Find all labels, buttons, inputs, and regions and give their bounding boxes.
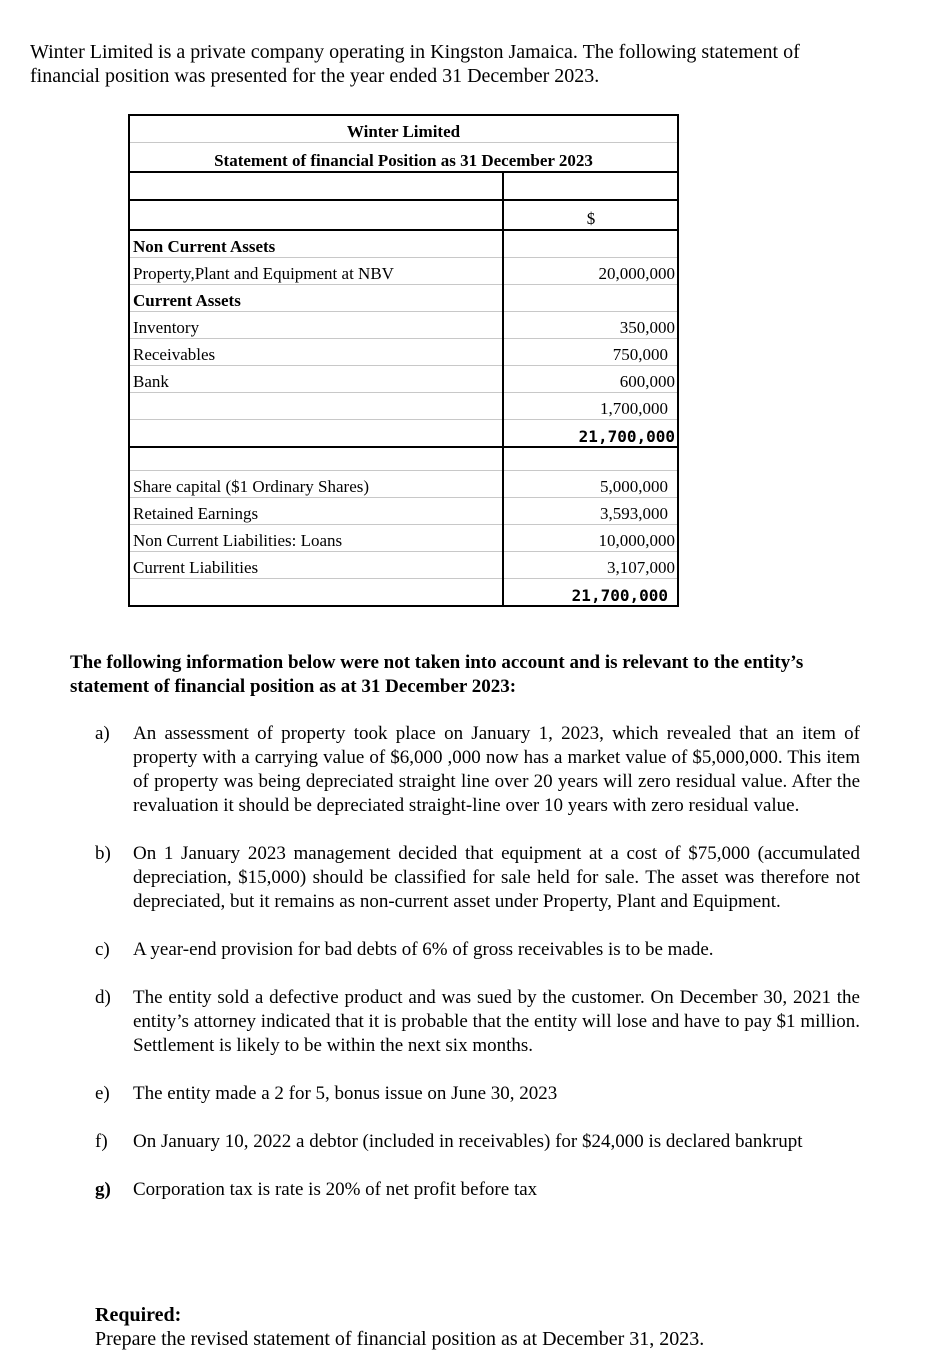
required-heading: Required: (95, 1304, 182, 1326)
blank-row (129, 172, 678, 200)
retained-earnings-value: 3,593,000 (503, 498, 678, 525)
list-item-marker: g) (95, 1179, 111, 1200)
list-item-text: The entity sold a defective product and was sued by the customer. On December 30, 2021 the entity’s attorney indicated that it is probable that the entity will lose and have to pay $1 million. Settlement is likely to be within the next six months. (133, 987, 860, 1056)
receivables-label: Receivables (129, 339, 503, 366)
required-section (95, 1303, 704, 1351)
receivables-value: 750,000 (503, 339, 678, 366)
loans-label: Non Current Liabilities: Loans (129, 525, 503, 552)
bank-label: Bank (129, 366, 503, 393)
list-item-text: A year-end provision for bad debts of 6% of gross receivables is to be made. (133, 939, 714, 960)
share-capital-value: 5,000,000 (503, 471, 678, 498)
table-row (129, 498, 678, 525)
table-row (129, 230, 678, 258)
list-item (70, 986, 860, 1058)
list-item-text: An assessment of property took place on January 1, 2023, which revealed that an item of property with a carrying value of $6,000 ,000 now has a market value of $5,000,000. This item of property was being depreciated straight line over 20 years will zero residual value. After the revaluation it should be depreciated straight-line over 10 years with zero residual value. (133, 723, 860, 816)
current-assets-total: 1,700,000 (503, 393, 678, 420)
list-item-text: On 1 January 2023 management decided that equipment at a cost of $75,000 (accumulated depreciation, $15,000) should be classified for sale held for sale. The asset was therefore not depreciated, but it remains as non-current asset under Property, Plant and Equipment. (133, 843, 860, 912)
list-item-marker: a) (95, 723, 110, 744)
table-row (129, 339, 678, 366)
share-capital-label: Share capital ($1 Ordinary Shares) (129, 471, 503, 498)
list-item-text: On January 10, 2022 a debtor (included in receivables) for $24,000 is declared bankrupt (133, 1131, 803, 1152)
list-item-marker: f) (95, 1131, 108, 1152)
table-title-row (129, 115, 678, 143)
table-row (129, 285, 678, 312)
list-item-text: The entity made a 2 for 5, bonus issue on June 30, 2023 (133, 1083, 558, 1104)
list-item (70, 1082, 860, 1106)
information-list (70, 722, 860, 1202)
loans-value: 10,000,000 (503, 525, 678, 552)
list-item (70, 1130, 860, 1154)
statement-of-financial-position-table (128, 114, 679, 607)
list-item (70, 938, 860, 962)
current-assets-heading: Current Assets (129, 285, 503, 312)
list-item (70, 722, 860, 818)
list-item-marker: b) (95, 843, 111, 864)
table-row (129, 579, 678, 607)
current-liabilities-value: 3,107,000 (503, 552, 678, 579)
table-row (129, 420, 678, 448)
table-subtitle: Statement of financial Position as 31 December 2023 (129, 143, 678, 173)
list-item-text: Corporation tax is rate is 20% of net profit before tax (133, 1179, 538, 1200)
currency-row (129, 200, 678, 230)
table-subtitle-row (129, 143, 678, 173)
table-row (129, 525, 678, 552)
table-row (129, 552, 678, 579)
list-item-marker: c) (95, 939, 110, 960)
currency-symbol: $ (503, 200, 678, 230)
table-row (129, 447, 678, 471)
table-row (129, 471, 678, 498)
required-text: Prepare the revised statement of financial position as at December 31, 2023. (95, 1328, 705, 1350)
bank-value: 600,000 (503, 366, 678, 393)
retained-earnings-label: Retained Earnings (129, 498, 503, 525)
non-current-assets-heading: Non Current Assets (129, 230, 503, 258)
table-row (129, 312, 678, 339)
list-item (70, 842, 860, 914)
table-title: Winter Limited (129, 115, 678, 143)
inventory-label: Inventory (129, 312, 503, 339)
current-liabilities-label: Current Liabilities (129, 552, 503, 579)
list-item-marker: d) (95, 987, 111, 1008)
list-item-marker: e) (95, 1083, 110, 1104)
table-row (129, 366, 678, 393)
information-heading: The following information below were not taken into account and is relevant to the entity’s statement of financial position as at 31 December 2023: (70, 652, 804, 697)
list-item (70, 1178, 860, 1202)
total-assets: 21,700,000 (503, 420, 678, 448)
ppe-value: 20,000,000 (503, 258, 678, 285)
table-row (129, 258, 678, 285)
intro-paragraph: Winter Limited is a private company operating in Kingston Jamaica. The following statement of financial position was presented for the year ended 31 December 2023. (30, 41, 800, 87)
ppe-label: Property,Plant and Equipment at NBV (129, 258, 503, 285)
inventory-value: 350,000 (503, 312, 678, 339)
table-row (129, 393, 678, 420)
total-equity-liabilities: 21,700,000 (503, 579, 678, 607)
